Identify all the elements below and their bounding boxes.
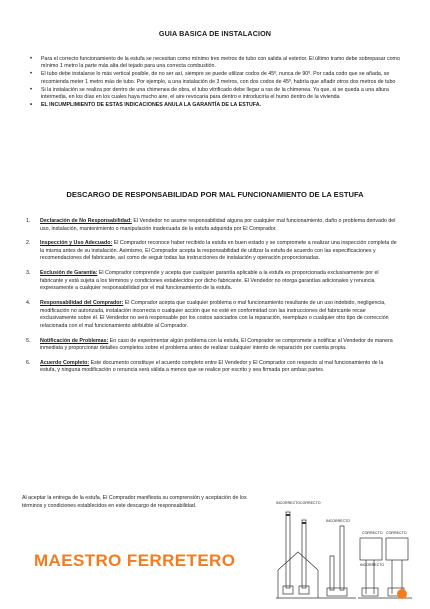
clause-number: 5. <box>26 337 31 344</box>
clause-heading: Responsabilidad del Comprador: <box>40 300 124 307</box>
clause-heading: Exclusión de Garantía: <box>40 270 98 277</box>
clause-heading: Declaración de No Responsabilidad: <box>40 218 132 224</box>
brand-name: MAESTRO FERRETERO <box>34 551 236 570</box>
clause-number: 2. <box>26 240 31 247</box>
disclaimer-title: DESCARGO DE RESPONSABILIDAD POR MAL FUNCIONAMIENTO DE LA ESTUFA <box>66 190 364 199</box>
installation-bullet-list <box>30 56 402 110</box>
clause-number: 3. <box>26 270 31 277</box>
diagram-label: INCORRECTO <box>326 519 351 523</box>
clause-heading: Notificación de Problemas: <box>40 337 109 344</box>
clause-text: El Vendedor no asume responsabilidad alguna por cualquier mal funcionamiento, daño o problema derivado del uso, instalación, mantenimiento o manipulación inadecuada de la estufa adquirida por El Comprador. <box>40 218 396 232</box>
bullet-item: • El tubo debe instalarse lo más vertical posible, de no ser así, siempre se puede utilizar codos de 45º, nunca de 90º. Por cada codo que se añada, se recomienda meter 1 metro más de tubo. Por ejemplo, a una instalación de 3 metros, con dos codos de 45º, habría que añadir otros dos metros de tubo <box>30 71 402 86</box>
orange-seal-icon <box>397 589 407 599</box>
clause-number: 4. <box>26 300 31 307</box>
bullet-item: • Para el correcto funcionamiento de la estufa se necesitan como mínimo tres metros de tubo con salida al exterior. El último tramo debe sobrepasar como mínimo 1 metro la parte más alta del tejado para una correcta combustión. <box>30 56 402 71</box>
clause-text: Este documento constituye el acuerdo completo entre El Vendedor y El Comprador con respecto al mal funcionamiento de la estufa, y ninguna modificación o renuncia será válida a menos que se realice por escrito y sea firmada por ambas partes. <box>40 359 384 374</box>
clause-number: 6. <box>26 359 31 366</box>
clause-text: El Comprador acepta que cualquier problema o mal funcionamiento resultante de un uso indebido, negligencia, modificación no autorizada, instalación incorrecta o cualquier acción que no esté en conformidad con las instrucciones del fabricante recae exclusivamente sobre él. El Vendedor no será responsable por los costos asociados con la reparación, reemplazo o cualquier otro tipo de corrección relacionada con el mal funcionamiento atribuible al Comprador. <box>40 300 389 329</box>
clause-item <box>22 240 400 263</box>
disclaimer-clauses <box>22 218 400 382</box>
clause-item <box>22 300 400 330</box>
closing-statement: Al aceptar la entrega de la estufa, El Comprador manifiesta su comprensión y aceptación de los términos y condiciones establecidos en este descargo de responsabilidad. <box>22 495 247 509</box>
clause-item <box>22 360 400 375</box>
clause-text: En caso de experimentar algún problema con la estufa, El Comprador se compromete a notificar al Vendedor de manera inmediata y proporcionar detalles completos sobre el problema antes de realizar cualquier intento de reparación por cuenta propia. <box>40 337 393 352</box>
diagram-label: INCORRECTO <box>360 563 385 567</box>
clause-heading: Inspección y Uso Adecuado: <box>40 240 113 247</box>
diagram-label: CORRECTO <box>362 531 383 535</box>
diagram-label: CORRECTO <box>386 531 407 535</box>
clause-number: 1. <box>26 218 31 224</box>
diagram-label: INCORRECTO <box>276 501 301 505</box>
warranty-warning: • EL INCUMPLIMIENTO DE ESTAS INDICACIONES ANULA LA GARANTÍA DE LA ESTUFA. <box>30 102 402 109</box>
clause-item <box>22 270 400 293</box>
bullet-item: • Si la instalación se realiza por dentro de una chimenea de obra, el tubo vitrificado debe llegar a ras de la chimenea. Ya que, si se queda a una altura intermedia, en los días en los cuales haya mucho aire, el aire revocaría para dentro e introduciría el humo dentro de la vivienda <box>30 87 402 102</box>
clause-text: El Comprador comprende y acepta que cualquier garantía aplicable a la estufa es proporcionada exclusivamente por el fabricante y está sujeta a los términos y condiciones establecidos por dicho fabricante. El Vendedor no otorga garantías adicionales y renuncia expresamente a cualquier responsabilidad por el mal funcionamiento de la estufa. <box>40 270 379 292</box>
clause-heading: Acuerdo Completo: <box>40 359 90 366</box>
clause-item <box>22 338 400 353</box>
chimney-installation-diagram <box>274 498 414 603</box>
diagram-label: CORRECTO <box>300 501 321 505</box>
installation-guide-title: GUIA BASICA DE INSTALACION <box>158 29 272 38</box>
clause-item <box>22 218 400 233</box>
clause-text: El Comprador reconoce haber recibido la estufa en buen estado y se compromete a realizar una inspección completa de la misma antes de su instalación. Asimismo, El Comprador acepta la responsabilidad de utilizar la estufa de acuerdo con las especificaciones y recomendaciones del fabricante, así como de seguir todas las instrucciones de instalación y operación proporcionadas. <box>40 240 397 262</box>
